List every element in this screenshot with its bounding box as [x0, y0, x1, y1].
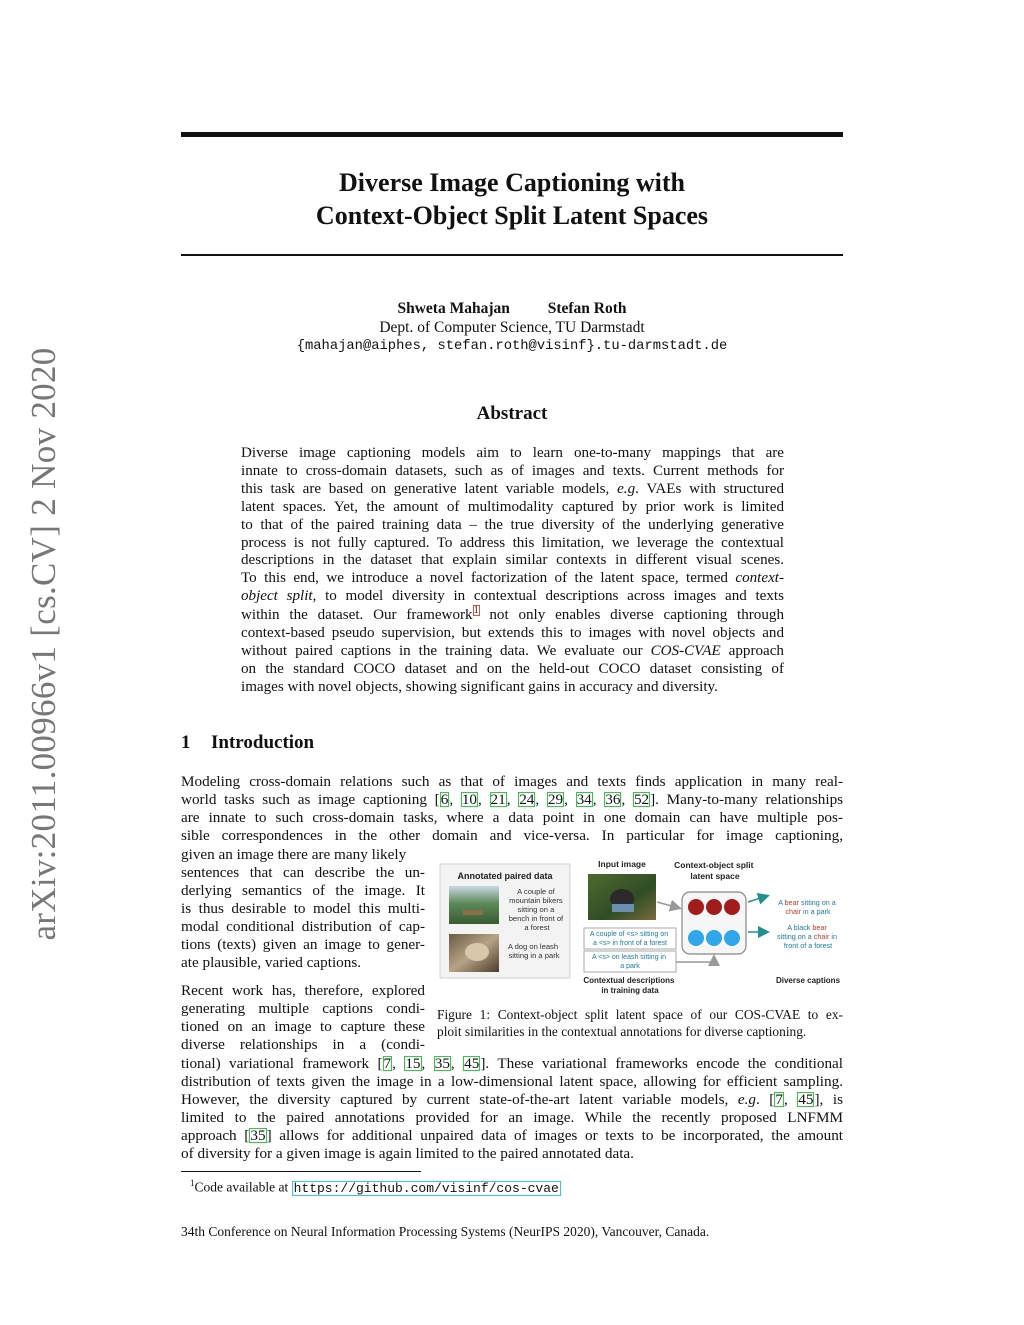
abstract-heading: Abstract — [476, 403, 548, 424]
text-line: ate plausible, varied captions. — [181, 954, 362, 971]
context-node — [724, 930, 740, 946]
abstract-line: without paired captions in the training data. We evaluate our COS-CVAE approach — [241, 643, 784, 659]
footnote — [190, 1178, 561, 1196]
bench-shape — [463, 910, 483, 915]
context-to-latent-arrow — [676, 957, 714, 962]
title-line-2: Context-Object Split Latent Spaces — [315, 201, 709, 230]
diverse-captions-label: Diverse captions — [775, 976, 841, 985]
citation-link[interactable]: 7 — [775, 1091, 783, 1108]
code-url-link[interactable]: https://github.com/visinf/cos-cvae — [293, 1180, 559, 1196]
context-desc-1: A couple of <s> sitting on a <s> in front of a forest — [589, 931, 669, 947]
citation-link[interactable]: 24 — [519, 791, 535, 808]
image-to-latent-arrow — [657, 902, 679, 908]
citation-link[interactable]: 45 — [798, 1091, 814, 1108]
caption1-text: A couple of mountain bikers sitting on a bench in front of a forest — [508, 887, 564, 932]
intro-paragraph-2-wrap — [181, 982, 425, 1054]
caption-line: Figure 1: Context-object split latent space of our COS-CVAE to ex- — [437, 1007, 843, 1022]
text-line: diverse relationships in a (condi- — [181, 1036, 425, 1053]
intro-paragraph-1 — [181, 773, 843, 845]
text-line: Recent work has, therefore, explored — [181, 982, 425, 999]
text-line: is thus desirable to model this multi- — [181, 900, 425, 917]
section-heading-introduction — [181, 732, 314, 754]
abstract-line: latent spaces. Yet, the amount of multimodality captured by prior work is limited — [241, 498, 784, 515]
text-line: modal conditional distribution of cap- — [181, 918, 425, 935]
text-line: of diversity for a given image is again limited to the paired annotated data. — [181, 1145, 634, 1162]
intro-paragraph-2 — [181, 1055, 843, 1163]
text-line: tional) variational framework [7, 15, 35, 45]. These variational frameworks encode the conditional — [181, 1055, 844, 1072]
footnote-rule — [181, 1171, 421, 1172]
section-title: Introduction — [211, 732, 315, 753]
text-line: sible correspondences in the other domain and vice-versa. In particular for image captioning, — [181, 827, 843, 844]
citation-link[interactable]: 45 — [464, 1055, 480, 1072]
figure-1-diagram — [437, 852, 847, 1000]
object-node — [724, 899, 740, 915]
text-line: tions (texts) given an image to gener- — [181, 936, 425, 953]
author-2: Stefan Roth — [547, 300, 627, 317]
text-line: tioned on an image to capture these — [181, 1018, 425, 1035]
citation-link[interactable]: 35 — [250, 1127, 266, 1144]
context-node — [688, 930, 704, 946]
abstract-line: process is not fully captured. To address this limitation, we leverage the contextual — [241, 534, 784, 551]
text-line: given an image there are many likely — [181, 846, 407, 863]
citation-link[interactable]: 7 — [383, 1055, 392, 1072]
title-bottom-rule — [181, 254, 843, 256]
citation-link[interactable]: 35 — [434, 1055, 450, 1072]
text-line: Modeling cross-domain relations such as that of images and texts finds application in many real- — [181, 773, 843, 790]
object-node — [706, 899, 722, 915]
context-node — [706, 930, 722, 946]
section-number: 1 — [181, 732, 191, 753]
intro-paragraph-1-wrap — [181, 846, 425, 972]
latent-space-label: Context-object split latent space — [674, 860, 754, 881]
venue-line: 34th Conference on Neural Information Processing Systems (NeurIPS 2020), Vancouver, Canada. — [181, 1224, 710, 1239]
citation-link[interactable]: 29 — [547, 791, 564, 808]
abstract-line: Diverse image captioning models aim to learn one-to-many mappings that are — [241, 445, 784, 461]
footnote-mark: 1 — [190, 1178, 195, 1188]
citation-link[interactable]: 34 — [576, 791, 592, 808]
latent-to-caption-arrow-1 — [748, 896, 767, 902]
paper-title — [181, 166, 843, 232]
abstract-line: this task are based on generative latent variable models, e.g. VAEs with structured — [241, 480, 784, 497]
forest-bench-photo — [449, 886, 499, 924]
abstract-line: object split, to model diversity in contextual descriptions across images and texts — [241, 588, 784, 605]
citation-link[interactable]: 52 — [633, 791, 650, 808]
diverse-caption-1: A bear sitting on a chair in a park — [778, 898, 836, 916]
text-line: generating multiple captions condi- — [181, 1000, 425, 1017]
affiliation: Dept. of Computer Science, TU Darmstadt — [379, 319, 645, 336]
citation-link[interactable]: 6 — [440, 791, 449, 808]
context-desc-2: A <s> on leash sitting in a park — [592, 954, 666, 970]
diverse-caption-2: A black bear sitting on a chair in front of a forest — [777, 923, 837, 950]
author-email: {mahajan@aiphes, stefan.roth@visinf}.tu-darmstadt.de — [296, 339, 728, 354]
caption-line: ploit similarities in the contextual annotations for diverse captioning. — [437, 1024, 807, 1039]
author-names — [181, 300, 843, 318]
text-line: derlying semantics of the image. It — [181, 882, 425, 899]
citation-link[interactable]: 21 — [490, 791, 506, 808]
author-1: Shweta Mahajan — [397, 300, 510, 317]
dog-shape — [465, 943, 489, 961]
citation-link[interactable]: 15 — [405, 1055, 421, 1072]
abstract-line: to that of the paired training data – the true diversity of the underlying generative — [241, 516, 784, 533]
abstract-body — [241, 445, 784, 697]
figure-1 — [437, 852, 847, 1000]
text-line: distribution of texts given the image in a low-dimensional latent space, allowing for efficient sampling. — [181, 1073, 843, 1090]
title-top-rule — [181, 132, 843, 137]
arxiv-stamp: arXiv:2011.00966v1 [cs.CV] 2 Nov 2020 — [24, 347, 63, 941]
caption2-text: A dog on leash sitting in a park — [507, 942, 560, 960]
abstract-line: descriptions in the dataset that explain similar contexts in different visual scenes. — [241, 552, 784, 569]
abstract-line: on the standard COCO dataset and on the held-out COCO dataset consisting of — [241, 660, 784, 677]
input-image-label: Input image — [598, 859, 646, 869]
context-desc-label: Contextual descriptions in training data — [583, 976, 675, 995]
citation-link[interactable]: 10 — [461, 791, 477, 808]
annotated-data-title: Annotated paired data — [457, 871, 553, 881]
citation-link[interactable]: 36 — [605, 791, 621, 808]
abstract-line: To this end, we introduce a novel factorization of the latent space, termed context- — [241, 570, 784, 587]
object-node — [688, 899, 704, 915]
chair-shape — [612, 904, 634, 912]
text-line: However, the diversity captured by current state-of-the-art latent variable models, e.g. [7, 45], is — [181, 1091, 843, 1108]
text-line: world tasks such as image captioning [6, 10, 21, 24, 29, 34, 36, 52]. Many-to-many relationships — [181, 791, 844, 808]
abstract-line: innate to cross-domain datasets, such as of images and texts. Current methods for — [241, 462, 784, 479]
abstract-line: context-based pseudo supervision, but extends this to images with novel objects and — [241, 625, 784, 642]
abstract-line: within the dataset. Our framework$^1$ not only enables diverse captioning through — [241, 605, 784, 624]
abstract-line: images with novel objects, showing significant gains in accuracy and diversity. — [241, 678, 718, 695]
title-line-1: Diverse Image Captioning with — [339, 168, 685, 197]
footnote-text: Code available at — [194, 1179, 292, 1195]
figure-1-caption — [437, 1006, 843, 1040]
text-line: sentences that can describe the un- — [181, 864, 425, 881]
text-line: approach [35] allows for additional unpaired data of images or texts to be incorporated, the amount — [181, 1127, 844, 1144]
footnote-link[interactable]: 1 — [473, 605, 479, 617]
text-line: are innate to such cross-domain tasks, where a data point in one domain can have multiple pos- — [181, 809, 843, 826]
text-line: limited to the paired annotations provided for an image. While the recently proposed LNFMM — [181, 1109, 843, 1126]
